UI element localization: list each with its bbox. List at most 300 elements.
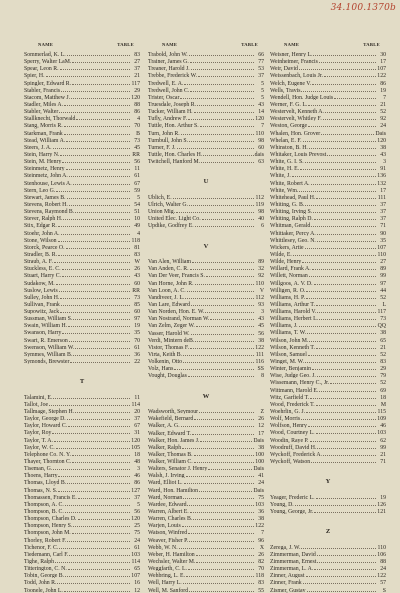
entry-name: Zismer, Gustav [270, 587, 306, 593]
entry-name: Walker, Hon. James J. [148, 437, 200, 443]
entry-table: 97 [380, 280, 386, 286]
dot-leader [199, 486, 252, 492]
list-item [24, 93, 140, 100]
dot-leader [184, 478, 254, 484]
entry-name: Walker, William C. [148, 459, 193, 465]
list-item [148, 114, 264, 121]
entry-name: Willard, Frank A. [270, 266, 311, 272]
list-item [148, 286, 264, 293]
entry-name: Tuttle, Hon. Charles H. [148, 151, 203, 158]
entry-table: 5 [261, 80, 264, 86]
list-item [270, 507, 386, 514]
list-item [24, 350, 140, 357]
entry-name: Winter, Benjamin [270, 366, 312, 372]
list-item [24, 129, 140, 136]
entry-name: Sussman, William S. [24, 316, 73, 322]
entry-table: 83 [134, 251, 140, 258]
entry-table: 115 [377, 409, 386, 415]
entry-name: Vought, Douglas [148, 373, 187, 379]
entry-name: Webb, W. N. [148, 544, 178, 550]
list-item [270, 450, 386, 457]
entry-table: 6 [261, 223, 264, 229]
list-item [270, 286, 386, 293]
section-letter: U [203, 178, 209, 186]
entry-table: 36 [258, 509, 264, 515]
entry-name: Williams, T. W. [270, 330, 307, 336]
entry-name: Young, George, Jr. [270, 509, 314, 515]
dot-leader [312, 364, 376, 370]
dot-leader [65, 571, 130, 577]
list-item [24, 86, 140, 93]
entry-table: 81 [134, 244, 140, 250]
entry-table: 103 [131, 551, 140, 557]
entry-table: 107 [377, 66, 386, 72]
entry-table: 29 [380, 366, 386, 372]
list-item [24, 221, 140, 228]
dot-leader [200, 121, 254, 127]
entry-name: Woodin, Raye P. [270, 437, 309, 443]
entry-table: 67 [134, 180, 140, 186]
entry-name: Well, Harry L. [148, 580, 182, 586]
list-item [148, 150, 264, 157]
list-item [148, 421, 264, 428]
list-item [24, 500, 140, 507]
list-item [24, 236, 140, 243]
entry-table: 111 [255, 351, 264, 358]
list-item [24, 114, 140, 121]
entry-table: 107 [377, 244, 386, 250]
list-item [24, 307, 140, 314]
entry-name: Truesdale, Joseph R. [148, 101, 197, 108]
dot-leader [308, 100, 376, 106]
entry-table: 37 [134, 416, 140, 422]
dot-leader [63, 214, 130, 220]
dot-leader [200, 436, 252, 442]
dot-leader [72, 457, 130, 463]
dot-leader [317, 229, 376, 235]
entry-table: 56 [258, 330, 264, 336]
list-item [148, 293, 264, 300]
entry-name: Wilde, Henry [270, 259, 302, 265]
list-item [148, 193, 264, 200]
dot-leader [308, 121, 376, 127]
entry-name: Stein, M. Henry [24, 159, 62, 165]
entry-table: 20 [134, 409, 140, 415]
entry-name: Willgoos, A. V. D. [270, 280, 313, 286]
dot-leader [73, 521, 130, 527]
entry-table: 66 [258, 52, 264, 58]
entry-name: Walters, Senator J. Henry [148, 466, 208, 472]
dot-leader [73, 350, 130, 356]
entry-table: 98 [258, 209, 264, 215]
list-item [148, 107, 264, 114]
dot-leader [78, 514, 131, 520]
entry-table: 8 [261, 373, 264, 379]
dot-leader [177, 143, 254, 149]
list-item [24, 550, 140, 557]
list-item [270, 421, 386, 428]
dot-leader [301, 86, 376, 92]
entry-table: 52 [380, 351, 386, 358]
dot-leader [183, 350, 254, 356]
dot-leader [56, 186, 130, 192]
entry-table: M [380, 401, 386, 408]
list-item [270, 414, 386, 421]
list-item [24, 179, 140, 186]
entry-table: 83 [258, 580, 264, 586]
entry-name: Talamini, E. [24, 394, 53, 400]
entry-name: Sullivan, Frank [24, 301, 60, 308]
list-item [270, 221, 386, 228]
entry-name: Weaver, Fisher P. [148, 537, 189, 543]
entry-name: Woodruff, David H. [270, 444, 317, 450]
entry-table: Dais [253, 437, 264, 443]
dot-leader [303, 136, 376, 142]
entry-table: 114 [131, 401, 140, 408]
entry-name: Wolf, Morris [270, 416, 301, 422]
entry-name: Volz, Hans [148, 366, 174, 372]
entry-name: United Elec. Light Co. [148, 216, 201, 222]
entry-name: Vasser, Harold W. [148, 330, 190, 336]
entry-table: 97 [134, 316, 140, 322]
list-item [148, 357, 264, 364]
entry-name: Steinmetz, John A. [24, 173, 68, 179]
dot-leader [72, 450, 130, 456]
list-item [270, 264, 386, 271]
dot-leader [72, 79, 130, 85]
entry-name: Tiseman, G. [24, 466, 53, 472]
entry-name: Weissenbach, Louis Jr. [270, 73, 323, 79]
dot-leader [323, 450, 376, 456]
entry-table: L [382, 301, 386, 308]
entry-table: 100 [255, 451, 264, 458]
list-item [270, 350, 386, 357]
list-item [24, 507, 140, 514]
dot-leader [310, 436, 377, 442]
list-item [270, 571, 386, 578]
dot-leader [53, 143, 130, 149]
entry-name: Wittmann, Harold E. [270, 387, 319, 393]
entry-name: Yeager, Frederic L. [270, 494, 315, 500]
entry-table: 56 [134, 509, 140, 515]
list-item [24, 314, 140, 321]
dot-leader [64, 129, 130, 135]
entry-name: Tucker, William H. [148, 109, 193, 115]
entry-name: Tighe, Ralph [24, 559, 55, 565]
entry-name: Trebbe, Frederick W. [148, 73, 198, 79]
entry-name: Stone, Wilson [24, 237, 57, 243]
entry-name: Willigen, R. O. [270, 287, 306, 293]
entry-table: 26 [258, 416, 264, 422]
entry-table: 38 [258, 337, 264, 343]
dot-leader [46, 71, 130, 77]
dot-leader [190, 57, 254, 63]
dot-leader [52, 428, 130, 434]
entry-name: Zimmerman, David [270, 551, 316, 558]
entry-name: Tredwell, E. A. [148, 80, 184, 86]
dot-leader [68, 421, 130, 427]
entry-table: 86 [134, 480, 140, 486]
entry-name: Weggfarth, C. L. [148, 566, 187, 572]
dot-leader [67, 478, 130, 484]
dot-leader [65, 500, 130, 506]
dot-leader [59, 286, 130, 292]
dot-leader [67, 193, 130, 199]
entry-table: 12 [258, 423, 264, 429]
entry-name: Tiedemann, Carl F. [24, 551, 69, 557]
entry-table: 112 [255, 194, 264, 200]
dot-leader [182, 443, 254, 449]
section-spacer [24, 364, 140, 371]
dot-leader [183, 357, 254, 363]
list-item [148, 264, 264, 271]
entry-table: 73 [380, 316, 386, 322]
entry-table: 37 [134, 494, 140, 500]
entry-table: Dais [253, 487, 264, 493]
entry-table: 7 [261, 530, 264, 536]
entry-name: Swain, William H. [24, 323, 68, 329]
entry-table: 4 [137, 230, 140, 236]
list-item [24, 171, 140, 178]
list-item [24, 478, 140, 485]
entry-name: Taylor, T. A. [24, 437, 53, 443]
entry-name: Williams, H. P. [270, 294, 306, 300]
section-letter: W [202, 392, 210, 400]
entry-name: Stabler, Francis [24, 87, 61, 93]
dot-leader [72, 528, 130, 534]
dot-leader [191, 300, 254, 306]
list-item [148, 471, 264, 478]
list-item [24, 586, 140, 593]
entry-table: 45 [134, 144, 140, 150]
entry-table: 35 [134, 330, 140, 336]
list-item [24, 264, 140, 271]
dot-leader [203, 150, 253, 156]
dot-leader [54, 436, 130, 442]
section-letter: T [79, 378, 85, 386]
dot-leader [316, 493, 376, 499]
list-item [148, 507, 264, 514]
list-item [24, 436, 140, 443]
dot-leader [309, 143, 376, 149]
dot-leader [308, 350, 376, 356]
dot-leader [195, 336, 254, 342]
dot-leader [310, 393, 376, 399]
entry-name: Ward, Hon. Hamilton [148, 487, 199, 493]
dot-leader [56, 443, 130, 449]
entry-name: Van Der Veer, Francis S. [148, 273, 205, 279]
dot-leader [76, 114, 130, 120]
entry-name: Stewart, James B. [24, 194, 66, 200]
entry-table: 57 [380, 580, 386, 586]
dot-leader [66, 136, 130, 142]
list-item [148, 100, 264, 107]
entry-table: 65 [380, 337, 386, 343]
list-item [270, 171, 386, 178]
entry-table: 37 [380, 216, 386, 222]
entry-table: 99 [380, 444, 386, 450]
list-item [148, 57, 264, 64]
entry-table: 75 [258, 494, 264, 500]
entry-table: 85 [134, 301, 140, 308]
list-item [24, 578, 140, 585]
list-item [270, 164, 386, 171]
entry-table: 116 [255, 359, 264, 365]
dot-leader [54, 257, 130, 263]
entry-table: 67 [134, 423, 140, 429]
entry-table: 38 [258, 516, 264, 522]
list-item [270, 407, 386, 414]
dot-leader [58, 236, 130, 242]
list-item [270, 543, 386, 550]
entry-table: 55 [258, 587, 264, 593]
entry-name: Whittaker, Percy A. [270, 230, 316, 236]
entry-table: X [259, 544, 264, 550]
entry-name: Thayer, Thornton C. [24, 459, 72, 465]
entry-name: Thorley, Robert F. [24, 537, 67, 543]
dot-leader [305, 200, 376, 206]
entry-table: 126 [377, 501, 386, 508]
list-item [24, 400, 140, 407]
entry-name: Ublich, E. [148, 194, 172, 200]
entry-name: Williams, Harold V. [270, 309, 317, 315]
entry-table: 7 [383, 94, 386, 100]
entry-table: 112 [255, 294, 264, 300]
entry-list [148, 50, 264, 593]
dot-leader [185, 293, 254, 299]
list-item [148, 543, 264, 550]
list-item [270, 243, 386, 250]
entry-name: Warren, Charles B. [148, 516, 193, 522]
table-header: TABLE [117, 42, 134, 47]
dot-leader [323, 114, 376, 120]
list-item [24, 393, 140, 400]
entry-table: 93 [258, 301, 264, 308]
section-spacer [148, 379, 264, 386]
dot-leader [324, 71, 376, 77]
entry-table: 7 [261, 123, 264, 129]
dot-leader [186, 471, 254, 477]
section-spacer [148, 229, 264, 236]
dot-leader [192, 257, 254, 263]
list-item [148, 364, 264, 371]
dot-leader [58, 250, 130, 256]
dot-leader [53, 393, 130, 399]
list-item [148, 578, 264, 585]
entry-table: 105 [131, 444, 140, 450]
list-item [24, 336, 140, 343]
entry-table: 49 [134, 223, 140, 229]
list-item [24, 428, 140, 435]
list-item [24, 257, 140, 264]
list-item [148, 493, 264, 500]
entry-name: Thompson, John M. [24, 530, 71, 536]
list-item [270, 143, 386, 150]
entry-table: 36 [134, 351, 140, 358]
entry-table: 4 [137, 116, 140, 122]
entry-name: Stead, William A. [24, 137, 66, 143]
list-item [24, 271, 140, 278]
list-item [148, 207, 264, 214]
dot-leader [314, 214, 376, 220]
entry-table: SS [257, 366, 264, 372]
dot-leader [64, 586, 130, 592]
entry-table: 44 [380, 287, 386, 293]
list-item [270, 121, 386, 128]
entry-name: Van Alen, William [148, 259, 191, 265]
entry-table: QQ [377, 323, 386, 329]
dot-leader [189, 50, 254, 56]
entry-table: 51 [134, 209, 140, 215]
entry-name: Twitchell, Hanford M. [148, 159, 201, 165]
list-item [24, 464, 140, 471]
dot-leader [189, 586, 254, 592]
entry-table: 61 [134, 544, 140, 550]
dot-leader [317, 307, 376, 313]
list-item [270, 279, 386, 286]
entry-table: 52 [380, 109, 386, 115]
entry-table: 106 [377, 551, 386, 558]
list-item [148, 79, 264, 86]
entry-name: Willett, Norman [270, 273, 308, 279]
entry-name: Zerega, J. W. [270, 544, 301, 550]
list-item [148, 478, 264, 485]
entry-table: 46 [134, 473, 140, 479]
list-item [270, 50, 386, 57]
entry-list [270, 50, 386, 593]
dot-leader [186, 571, 254, 577]
dot-leader [66, 243, 130, 249]
list-item [148, 514, 264, 521]
entry-name: Van Horne, John R. [148, 280, 194, 286]
entry-table: 62 [380, 437, 386, 443]
list-item [24, 164, 140, 171]
list-item [148, 121, 264, 128]
entry-table: 24 [134, 537, 140, 543]
list-item [270, 586, 386, 593]
dot-leader [307, 328, 376, 334]
entry-name: Wardee, Edward [148, 501, 187, 508]
entry-table: 119 [255, 201, 264, 208]
entry-name: Virta, Keith B. [148, 351, 183, 358]
list-item [148, 321, 264, 328]
list-item [148, 371, 264, 378]
dot-leader [194, 414, 254, 420]
entry-name: Thompson, B. C. [24, 509, 64, 515]
entry-name: Sommerlad, K. L. [24, 52, 66, 58]
dot-leader [67, 414, 130, 420]
dot-leader [196, 557, 254, 563]
dot-leader [191, 329, 254, 335]
entry-table: 89 [380, 266, 386, 272]
section-spacer [270, 514, 386, 521]
column-header [148, 42, 264, 47]
list-item [24, 557, 140, 564]
dot-leader [314, 564, 376, 570]
entry-name: Stix, Edgar R. [24, 223, 57, 229]
entry-table: 70 [134, 123, 140, 129]
dot-leader [316, 343, 376, 349]
dot-leader [210, 314, 254, 320]
dot-leader [306, 571, 376, 577]
dot-leader [313, 50, 376, 56]
dot-leader [319, 57, 376, 63]
entry-table: 100 [255, 459, 264, 465]
entry-table: 60 [134, 280, 140, 286]
list-item [148, 457, 264, 464]
entry-name: Vistor, Thomas F. [148, 344, 190, 350]
dot-leader [55, 557, 130, 563]
